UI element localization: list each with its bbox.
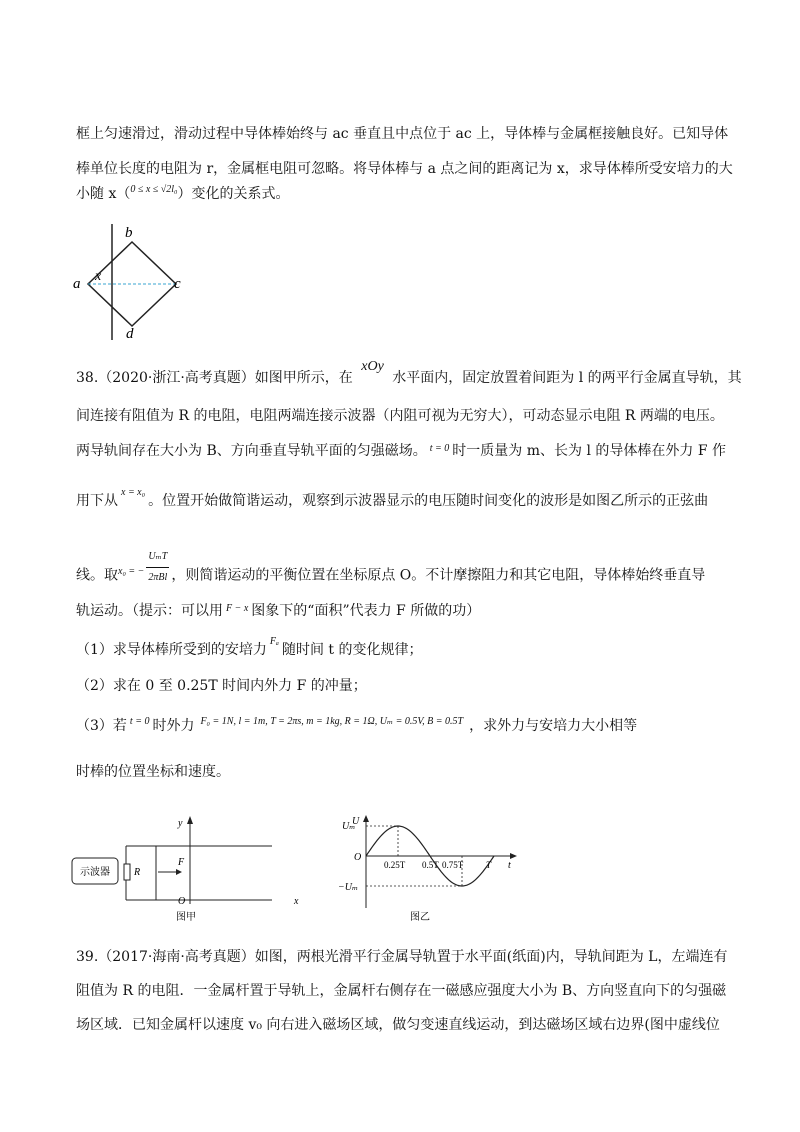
tick-label-025T: 0.25T [384, 860, 406, 870]
text-segment: 时外力 [152, 718, 195, 734]
text-line: 时棒的位置坐标和速度。 [76, 764, 230, 780]
formula: x = x₀ [121, 487, 146, 498]
t-label: t [508, 860, 511, 871]
text-segment: ，则简谐运动的平衡位置在坐标原点 O。不计摩擦阻力和其它电阻，导体棒始终垂直导 [171, 567, 706, 584]
fraction [146, 547, 169, 588]
arrowhead [187, 816, 193, 824]
figure-caption: 图乙 [410, 912, 430, 923]
square-frame-diagram [66, 220, 196, 345]
text-segment: 用下从 [76, 493, 118, 509]
text-line [76, 601, 480, 623]
force-label: F [178, 857, 185, 868]
formula: F₀ = 1N, l = 1m, T = 2πs, m = 1kg, R = 1Ω, Uₘ = 0.5V, B = 0.5T [200, 716, 464, 727]
label-a: a [73, 276, 81, 292]
origin-label: O [178, 896, 186, 907]
text-segment: （1）求导体棒所受到的安培力 [76, 642, 267, 658]
denominator: 2πBl [148, 572, 168, 583]
label-d: d [126, 326, 134, 342]
text-segment: 小随 x（ [76, 186, 131, 202]
resistor-label: R [134, 867, 141, 878]
x-label: x [294, 896, 299, 907]
minus-um-label: −Uₘ [338, 882, 359, 893]
text-segment: 轨运动。（提示：可以用 [76, 603, 223, 619]
text-segment: 两导轨间存在大小为 B、方向垂直导轨平面的匀强磁场。 [76, 443, 427, 459]
text-segment: ，求外力与安培力大小相等 [469, 718, 638, 734]
text-segment: 随时间 t 的变化规律； [281, 642, 423, 658]
text-line: 场区域．已知金属杆以速度 v₀ 向右进入磁场区域，做匀变速直线运动，到达磁场区域右边界(图中虚线位 [76, 1017, 720, 1033]
text-line: 39.（2017·海南·高考真题）如图，两根光滑平行金属导轨置于水平面(纸面)内，导轨间距为 L，左端连有 [76, 949, 728, 965]
text-line: 间连接有阻值为 R 的电阻，电阻两端连接示波器（内阻可视为无穷大），可动态显示电阻 R 两端的电压。 [76, 408, 724, 424]
label-c: c [174, 276, 181, 292]
label-b: b [125, 225, 133, 241]
text-segment: 水平面内，固定放置着间距为 l 的两平行金属直导轨，其 [392, 370, 742, 386]
voltage-figure-yi [336, 812, 526, 924]
text-line [76, 441, 726, 463]
u-label: U [352, 816, 360, 827]
text-line: （2）求在 0 至 0.25T 时间内外力 F 的冲量； [76, 678, 367, 694]
text-line: 阻值为 R 的电阻．一金属杆置于导轨上，金属杆右侧存在一磁感应强度大小为 B、方向竖直向下的匀强磁 [76, 983, 727, 999]
text-segment: （3）若 [76, 718, 127, 734]
text-line [76, 636, 423, 662]
formula: t = 0 [429, 443, 450, 454]
arrowhead [176, 869, 182, 875]
formula: x₀ = − [118, 565, 145, 577]
text-line [76, 184, 290, 206]
text-line: 棒单位长度的电阻为 r，金属框电阻可忽略。将导体棒与 a 点之间的距离记为 x，求导体棒所受安培力的大 [76, 161, 733, 177]
text-segment: 图象下的“面积”代表力 F 所做的功） [251, 603, 481, 619]
text-line [76, 551, 706, 596]
resistor [124, 864, 130, 880]
figure-caption: 图甲 [176, 912, 196, 923]
text-segment: 线。取 [76, 567, 118, 584]
xoy-label: xOy [361, 359, 384, 374]
tick-label-075T: 0.75T [442, 860, 464, 870]
text-line: 框上匀速滑过，滑动过程中导体棒始终与 ac 垂直且中点位于 ac 上，导体棒与金属框接触良好。已知导体 [76, 126, 729, 142]
arrowhead [510, 853, 517, 859]
range-formula: 0 ≤ x ≤ √2l₀ [130, 184, 178, 195]
text-line [76, 487, 709, 513]
text-segment: 时一质量为 m、长为 l 的导体棒在外力 F 作 [452, 443, 726, 459]
y-label: y [178, 818, 183, 829]
formula: t = 0 [129, 716, 150, 727]
arrowhead [363, 815, 369, 822]
numerator: UₘT [146, 547, 169, 568]
text-line [76, 716, 637, 738]
tick-label-T: T [486, 860, 492, 870]
oscilloscope-label: 示波器 [80, 867, 110, 878]
text-segment: 38.（2020·浙江·高考真题）如图甲所示，在 [76, 370, 353, 386]
origin-label: O [354, 852, 362, 863]
circuit-figure-jia [66, 812, 316, 924]
text-segment: 。位置开始做简谐运动，观察到示波器显示的电压随时间变化的波形是如图乙所示的正弦曲 [148, 493, 709, 509]
um-label: Uₘ [342, 821, 356, 832]
formula: F − x [226, 603, 249, 614]
text-line [76, 359, 742, 389]
formula: Fₐ [269, 636, 279, 647]
label-x: x [95, 269, 102, 284]
square-frame [88, 242, 176, 326]
tick-label-05T: 0.5T [422, 860, 439, 870]
text-segment: ）变化的关系式。 [177, 186, 290, 202]
